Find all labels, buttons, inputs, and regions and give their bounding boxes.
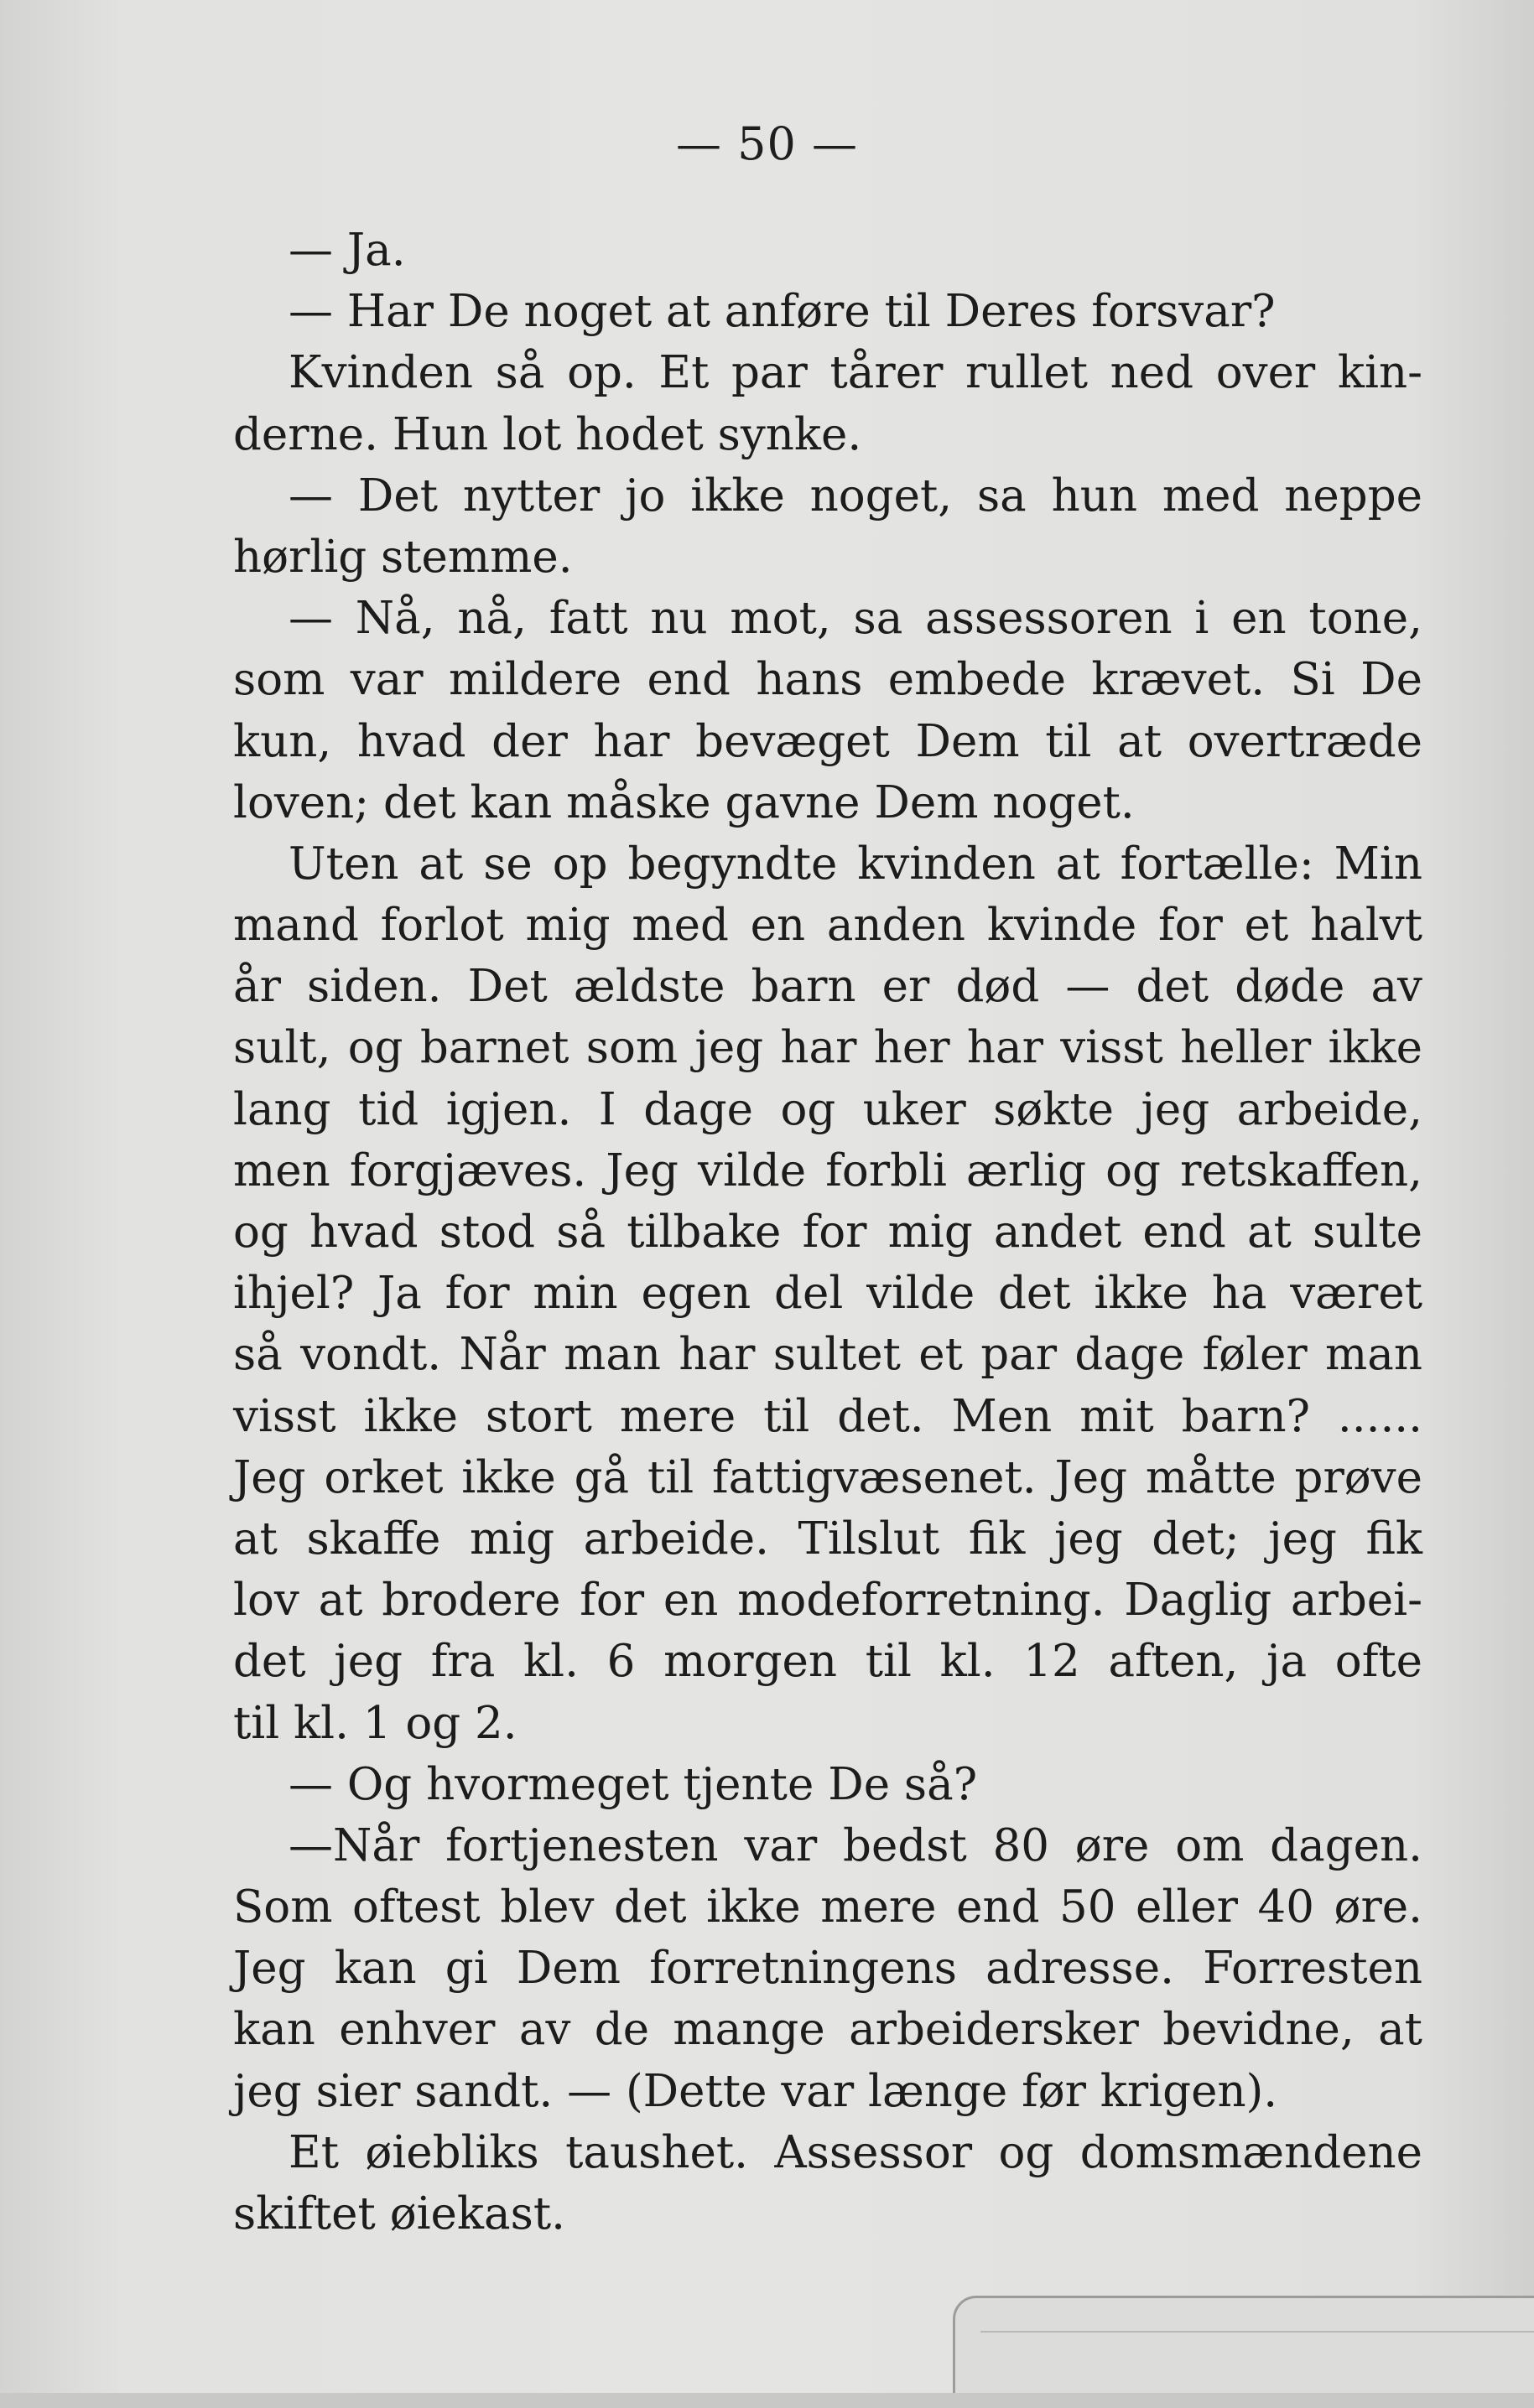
- text-line: visst ikke stort mere til det. Men mit barn? ......: [233, 1390, 1422, 1442]
- text-line: lov at brodere for en modeforretning. Daglig arbei-: [233, 1575, 1422, 1627]
- text-line: — Det nytter jo ikke noget, sa hun med neppe: [289, 470, 1422, 522]
- text-line: derne. Hun lot hodet synke.: [233, 408, 862, 460]
- text-line: og hvad stod så tilbake for mig andet end at sulte: [233, 1207, 1422, 1258]
- text-line: Et øiebliks taushet. Assessor og domsmændene: [289, 2126, 1422, 2178]
- page-number: — 50 —: [675, 117, 859, 170]
- text-line: jeg sier sandt. — (Dette var længe før krigen).: [233, 2065, 1278, 2117]
- text-line: sult, og barnet som jeg har her har visst heller ikke: [233, 1022, 1422, 1074]
- text-line: —Når fortjenesten var bedst 80 øre om dagen.: [289, 1819, 1422, 1871]
- text-line: — Nå, nå, fatt nu mot, sa assessoren i en tone,: [289, 593, 1422, 645]
- text-line: kun, hvad der har bevæget Dem til at overtræde: [233, 715, 1422, 767]
- text-line: lang tid igjen. I dage og uker søkte jeg arbeide,: [233, 1083, 1422, 1135]
- text-line: — Har De noget at anføre til Deres forsvar?: [289, 286, 1276, 338]
- text-line: Jeg orket ikke gå til fattigvæsenet. Jeg måtte prøve: [233, 1451, 1422, 1503]
- page-bottom-edge: [0, 2393, 1534, 2408]
- text-line: Som oftest blev det ikke mere end 50 eller 40 øre.: [233, 1881, 1422, 1933]
- text-line: som var mildere end hans embede krævet. Si De: [233, 654, 1422, 706]
- text-line: Kvinden så op. Et par tårer rullet ned over kin-: [289, 347, 1422, 399]
- page-tab-edge: [953, 2296, 1534, 2408]
- text-line: mand forlot mig med en anden kvinde for et halvt: [233, 900, 1422, 952]
- text-line: år siden. Det ældste barn er død — det døde av: [233, 961, 1422, 1013]
- text-line: det jeg fra kl. 6 morgen til kl. 12 aften, ja ofte: [233, 1636, 1422, 1688]
- text-line: men forgjæves. Jeg vilde forbli ærlig og retskaffen,: [233, 1144, 1422, 1196]
- text-line: — Og hvormeget tjente De så?: [289, 1758, 978, 1810]
- text-line: til kl. 1 og 2.: [233, 1697, 517, 1749]
- text-line: så vondt. Når man har sultet et par dage føler man: [233, 1329, 1422, 1381]
- text-line: Uten at se op begyndte kvinden at fortælle: Min: [289, 838, 1422, 890]
- text-line: hørlig stemme.: [233, 531, 573, 583]
- text-line: loven; det kan måske gavne Dem noget.: [233, 776, 1135, 828]
- text-line: — Ja.: [289, 225, 406, 276]
- text-line: ihjel? Ja for min egen del vilde det ikke ha været: [233, 1268, 1422, 1320]
- text-line: Jeg kan gi Dem forretningens adresse. Forresten: [233, 1943, 1422, 1995]
- text-line: at skaffe mig arbeide. Tilslut fik jeg det; jeg fik: [233, 1513, 1422, 1565]
- text-line: skiftet øiekast.: [233, 2188, 565, 2239]
- page-tab-line: [980, 2331, 1534, 2333]
- text-line: kan enhver av de mange arbeidersker bevidne, at: [233, 2004, 1422, 2056]
- page-text: [233, 220, 1422, 2245]
